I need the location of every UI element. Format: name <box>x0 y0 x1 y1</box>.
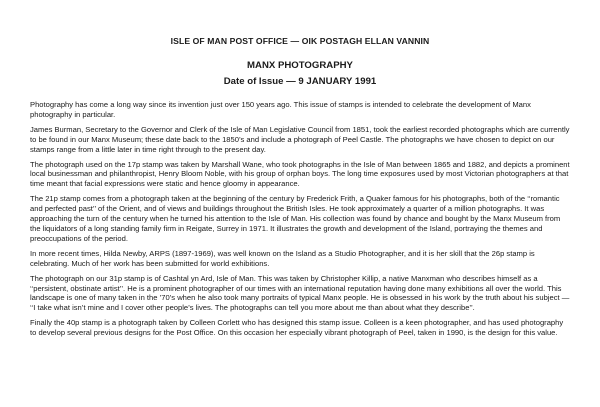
paragraph-james-burman: James Burman, Secretary to the Governor and Clerk of the Isle of Man Legislative Council from 1851, took the earliest recorded photographs which are currently to be found in our Manx Museum; these date back to the 1850’s and include a photograph of Peel Castle. The photographs we have chosen to depict on our stamps range from a little later in time right through to the present day. <box>30 124 570 154</box>
paragraph-21p-stamp: The 21p stamp comes from a photograph taken at the beginning of the century by Frederick Frith, a Quaker famous for his photographs, both of the ‘‘romantic and perfected past’’ of the Orient, and of views and buildings throughout the British Isles. He took approximately a quarter of a million photographs. It was approaching the turn of the century when he turned his attention to the Isle of Man. His collection was found by chance and bought by the Manx Museum from the liquidators of a long standing family firm in Reigate, Surrey in 1971. It illustrates the growth and development of the Island, portraying the themes and preoccupations of the period. <box>30 194 561 243</box>
date-of-issue: Date of Issue — 9 JANUARY 1991 <box>223 76 377 87</box>
paragraph-17p-stamp: The photograph used on the 17p stamp was taken by Marshall Wane, who took photographs in the Isle of Man between 1865 and 1882, and depicts a prominent local businessman and philanthropist, Henry Bloom Noble, with his group of orphan boys. The long time exposures used by most Victorian photographers at that time meant that facial expressions were static and hence gloomy in appearance. <box>30 159 570 189</box>
document-title: MANX PHOTOGRAPHY <box>247 60 353 71</box>
paragraph-26p-stamp: In more recent times, Hilda Newby, ARPS (1897-1969), was well known on the Island as a Studio Photographer, and it is her skill that the 26p stamp is celebrating. Much of her work has been submitted for world exhibitions. <box>30 248 535 268</box>
issuer-header: ISLE OF MAN POST OFFICE — OIK POSTAGH ELLAN VANNIN <box>170 36 430 46</box>
paragraph-40p-stamp: Finally the 40p stamp is a photograph taken by Colleen Corlett who has designed this stamp issue. Colleen is a keen photographer, and has used photography to develop several previous designs for the Post Office. On this occasion her especially vibrant photograph of Peel, taken in 1990, is the design for this value. <box>30 318 564 338</box>
paragraph-31p-stamp: The photograph on our 31p stamp is of Cashtal yn Ard, Isle of Man. This was taken by Christopher Killip, a native Manxman who describes himself as a ‘‘persistent, obstinate artist’’. He is a prominent photographer of our times with an international reputation having done many exhibitions all over the world. This landscape is one of many taken in the ’70’s when he also took many portraits of typical Manx people. He is obsessed in his work by the truth about his subject — ‘‘I take what isn’t mine and I cover other people’s lives. The photographs can tell you more about me than about what they describe’’. <box>30 273 570 313</box>
paragraph-intro: Photography has come a long way since its invention just over 150 years ago. This issue of stamps is intended to celebrate the development of Manx photography in particular. <box>30 100 531 119</box>
